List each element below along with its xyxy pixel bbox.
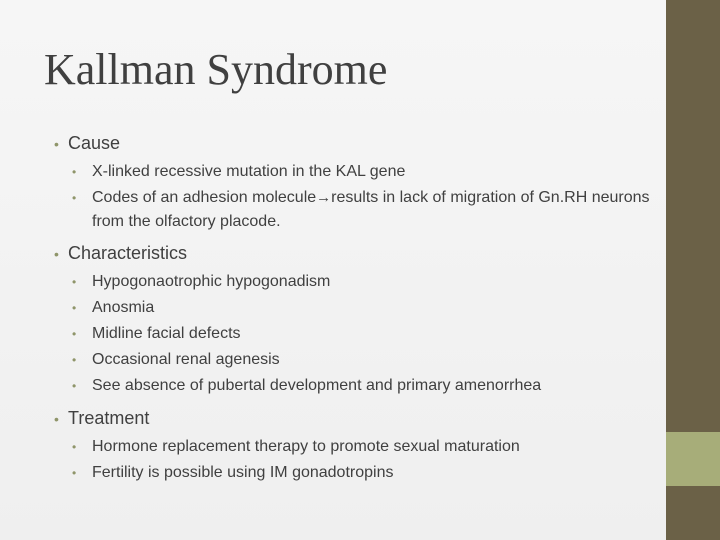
bullet-icon: •: [72, 191, 77, 205]
list-item-text-part: Codes of an adhesion molecule: [92, 189, 317, 206]
list-item: [72, 373, 654, 399]
list-item: [72, 295, 654, 321]
sub-list: [72, 269, 654, 399]
list-item: [72, 434, 654, 460]
sub-list: [72, 434, 654, 486]
sub-list: [72, 159, 654, 234]
list-item-text: Hypogonaotrophic hypogonadism: [92, 273, 331, 290]
section-heading: Treatment: [68, 408, 150, 428]
sidebar-accent-bottom: [666, 486, 720, 540]
arrow-right-icon: →: [316, 189, 332, 206]
bullet-icon: •: [72, 353, 77, 367]
slide-content: [54, 130, 654, 492]
bullet-icon: •: [72, 165, 77, 179]
sidebar-accent-block: [666, 432, 720, 486]
section-heading: Characteristics: [68, 243, 188, 263]
bullet-icon: •: [54, 411, 59, 427]
bullet-icon: •: [72, 275, 77, 289]
list-item: [72, 159, 654, 185]
list-item-text: [92, 186, 654, 234]
list-item: [72, 460, 654, 486]
bullet-icon: •: [72, 301, 77, 315]
bullet-icon: •: [54, 136, 59, 152]
slide-title: Kallman Syndrome: [44, 45, 388, 94]
list-item-text: Anosmia: [92, 299, 155, 316]
section-heading: Cause: [68, 133, 121, 153]
list-item-text: Midline facial defects: [92, 325, 241, 342]
bullet-icon: •: [72, 466, 77, 480]
list-item: [72, 321, 654, 347]
list-item-text-part: results in lack of migration of Gn.RH neurons from the olfactory placode.: [92, 189, 650, 230]
list-item-text: Hormone replacement therapy to promote sexual maturation: [92, 438, 520, 455]
bullet-icon: •: [72, 440, 77, 454]
list-item: [72, 347, 654, 373]
sidebar-accent-bar: [666, 0, 720, 432]
section-cause: [54, 130, 654, 234]
bullet-icon: •: [72, 327, 77, 341]
section-treatment: [54, 405, 654, 486]
list-item-text: Occasional renal agenesis: [92, 351, 280, 368]
bullet-list: [54, 130, 654, 486]
list-item-text: Fertility is possible using IM gonadotropins: [92, 464, 394, 481]
list-item-text: X-linked recessive mutation in the KAL gene: [92, 163, 406, 180]
list-item-text: See absence of pubertal development and primary amenorrhea: [92, 377, 542, 394]
list-item: [72, 185, 654, 234]
bullet-icon: •: [72, 379, 77, 393]
bullet-icon: •: [54, 246, 59, 262]
section-characteristics: [54, 240, 654, 399]
list-item: [72, 269, 654, 295]
